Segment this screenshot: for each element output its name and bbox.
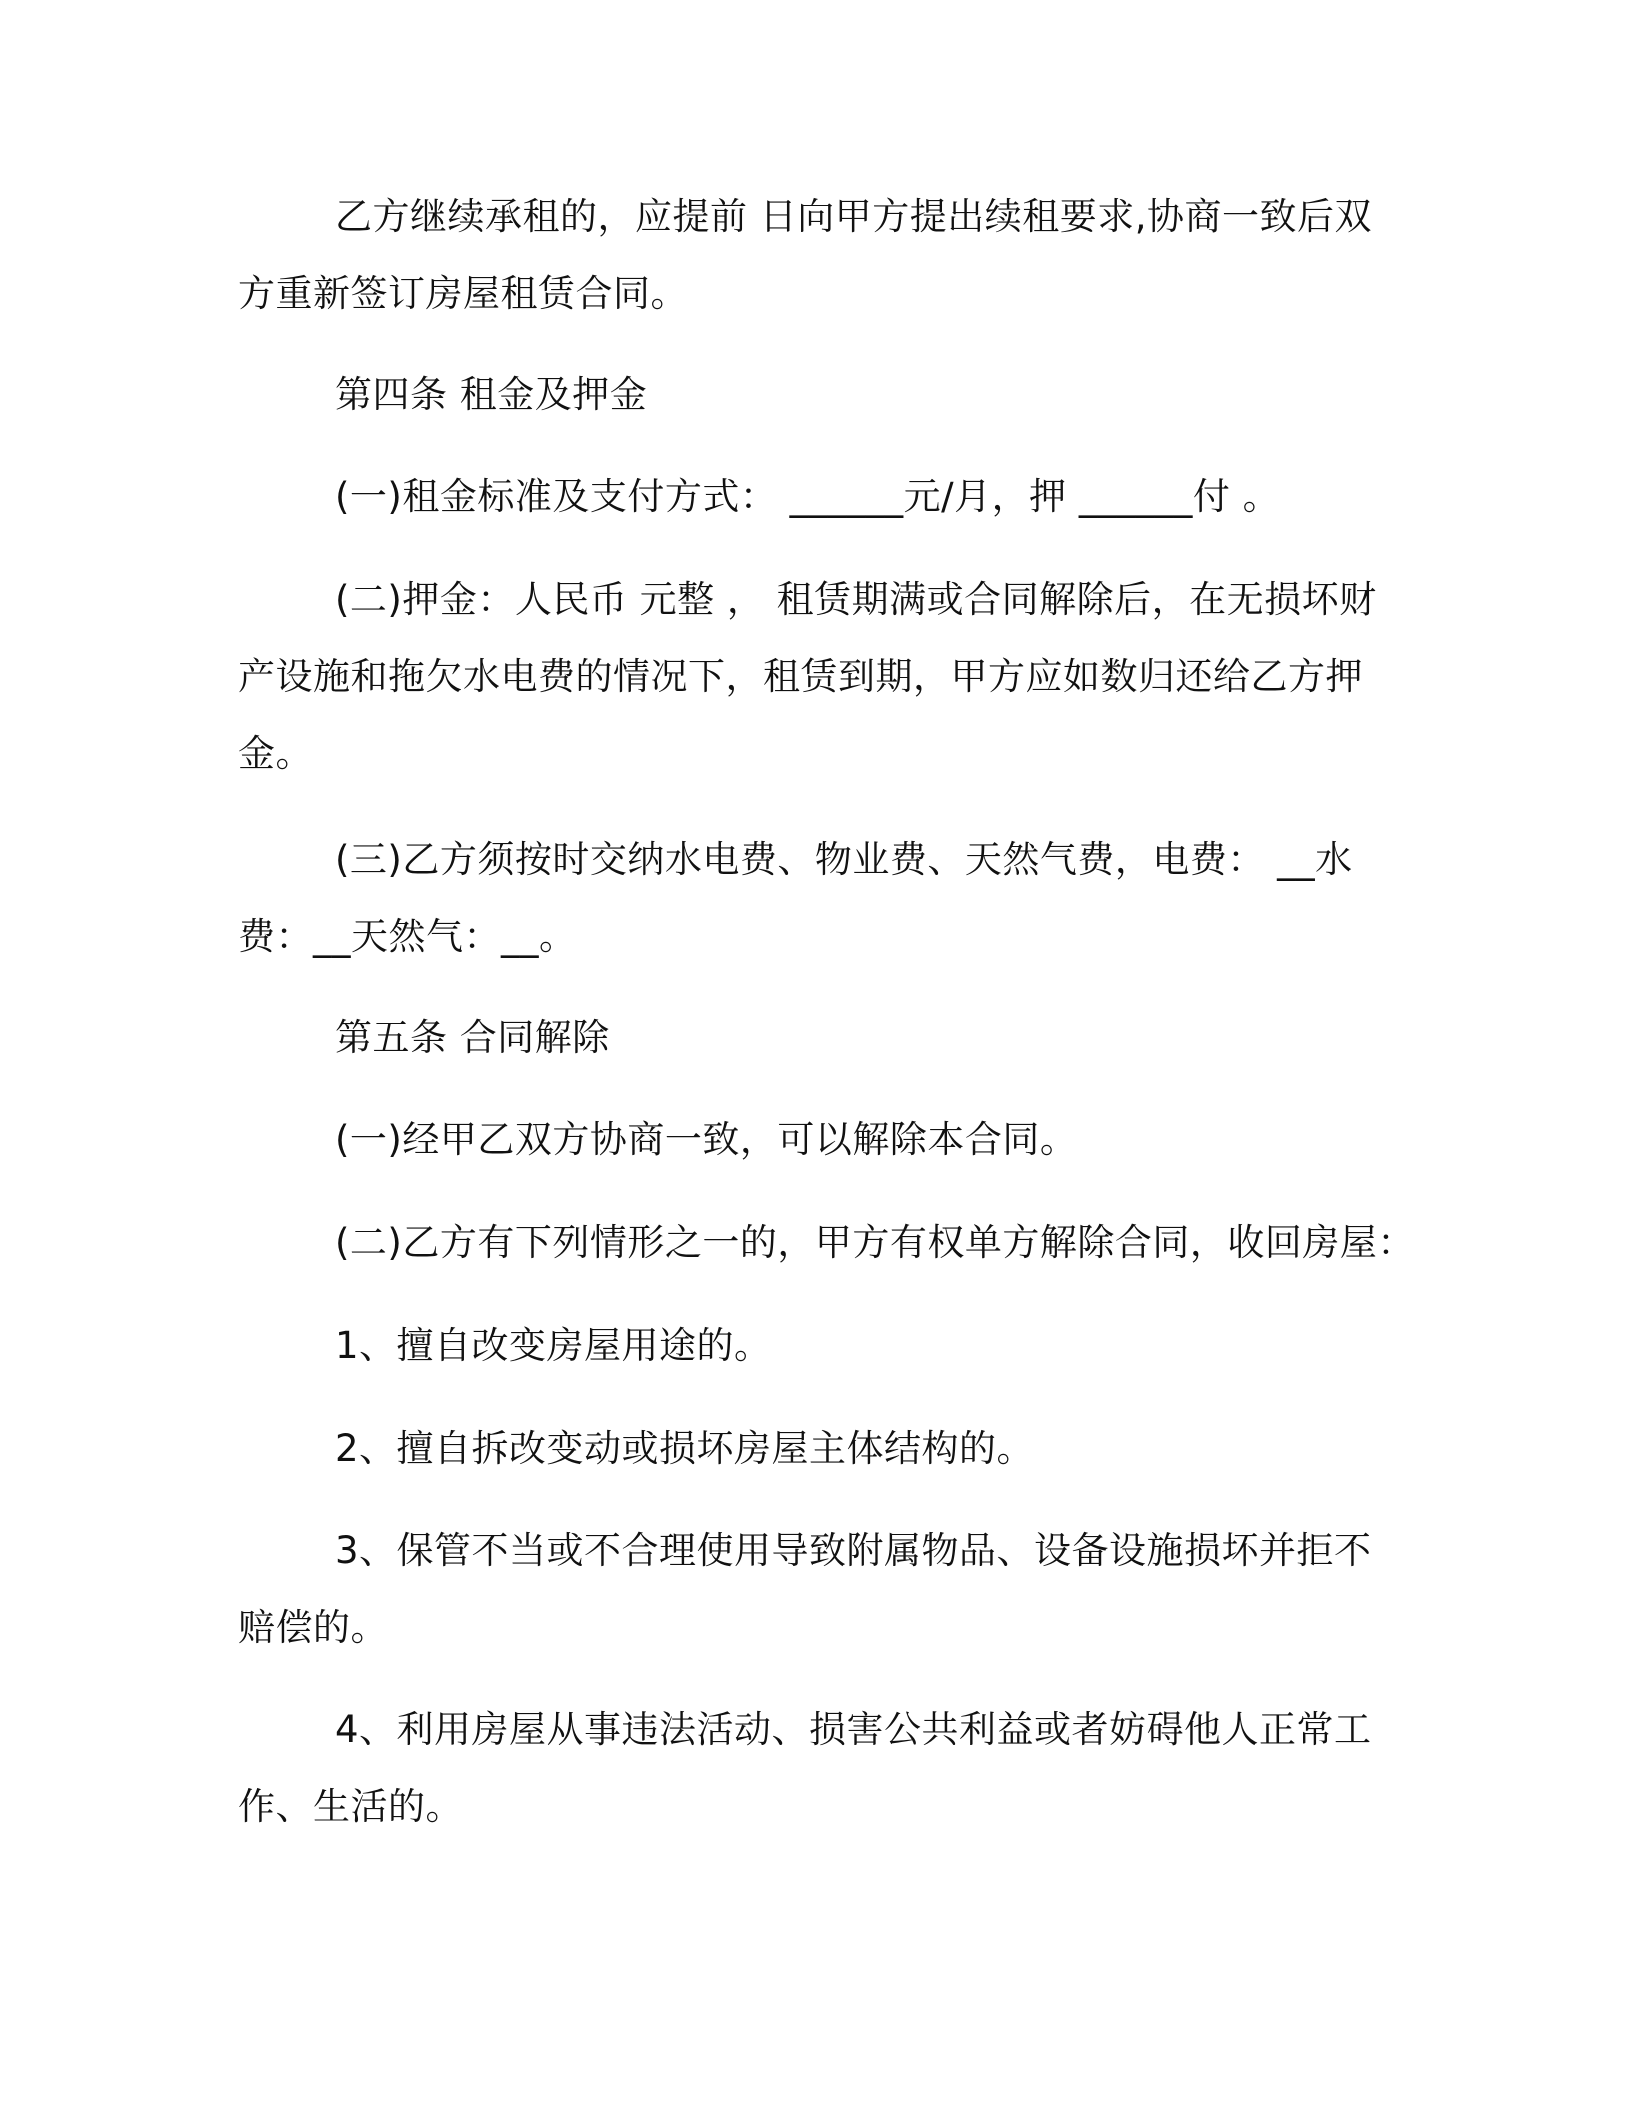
- clause-mutual-termination: (一)经甲乙双方协商一致，可以解除本合同。: [335, 1118, 1078, 1161]
- clause-rent-standard: (一)租金标准及支付方式： ______元/月，押 ______付 。: [335, 475, 1281, 518]
- list-item-4: 4、利用房屋从事违法活动、损害公共利益或者妨碍他人正常工作、生活的。: [238, 1708, 1372, 1828]
- list-item-3: 3、保管不当或不合理使用导致附属物品、设备设施损坏并拒不赔偿的。: [238, 1529, 1372, 1649]
- clause-utility-fees: (三)乙方须按时交纳水电费、物业费、天然气费，电费： __水费：__天然气：__。: [238, 838, 1353, 958]
- paragraph-renewal: 乙方继续承租的，应提前 日向甲方提出续租要求,协商一致后双方重新签订房屋租赁合同。: [238, 195, 1373, 315]
- list-item-2: 2、擅自拆改变动或损坏房屋主体结构的。: [335, 1427, 1035, 1470]
- clause-unilateral-termination: (二)乙方有下列情形之一的，甲方有权单方解除合同，收回房屋：: [335, 1221, 1415, 1264]
- article-5-heading: 第五条 合同解除: [335, 1016, 610, 1059]
- clause-deposit: (二)押金：人民币 元整 ， 租赁期满或合同解除后，在无损坏财产设施和拖欠水电费的情况下，租赁到期，甲方应如数归还给乙方押金。: [238, 578, 1377, 775]
- list-item-1: 1、擅自改变房屋用途的。: [335, 1324, 772, 1367]
- article-4-heading: 第四条 租金及押金: [335, 373, 648, 416]
